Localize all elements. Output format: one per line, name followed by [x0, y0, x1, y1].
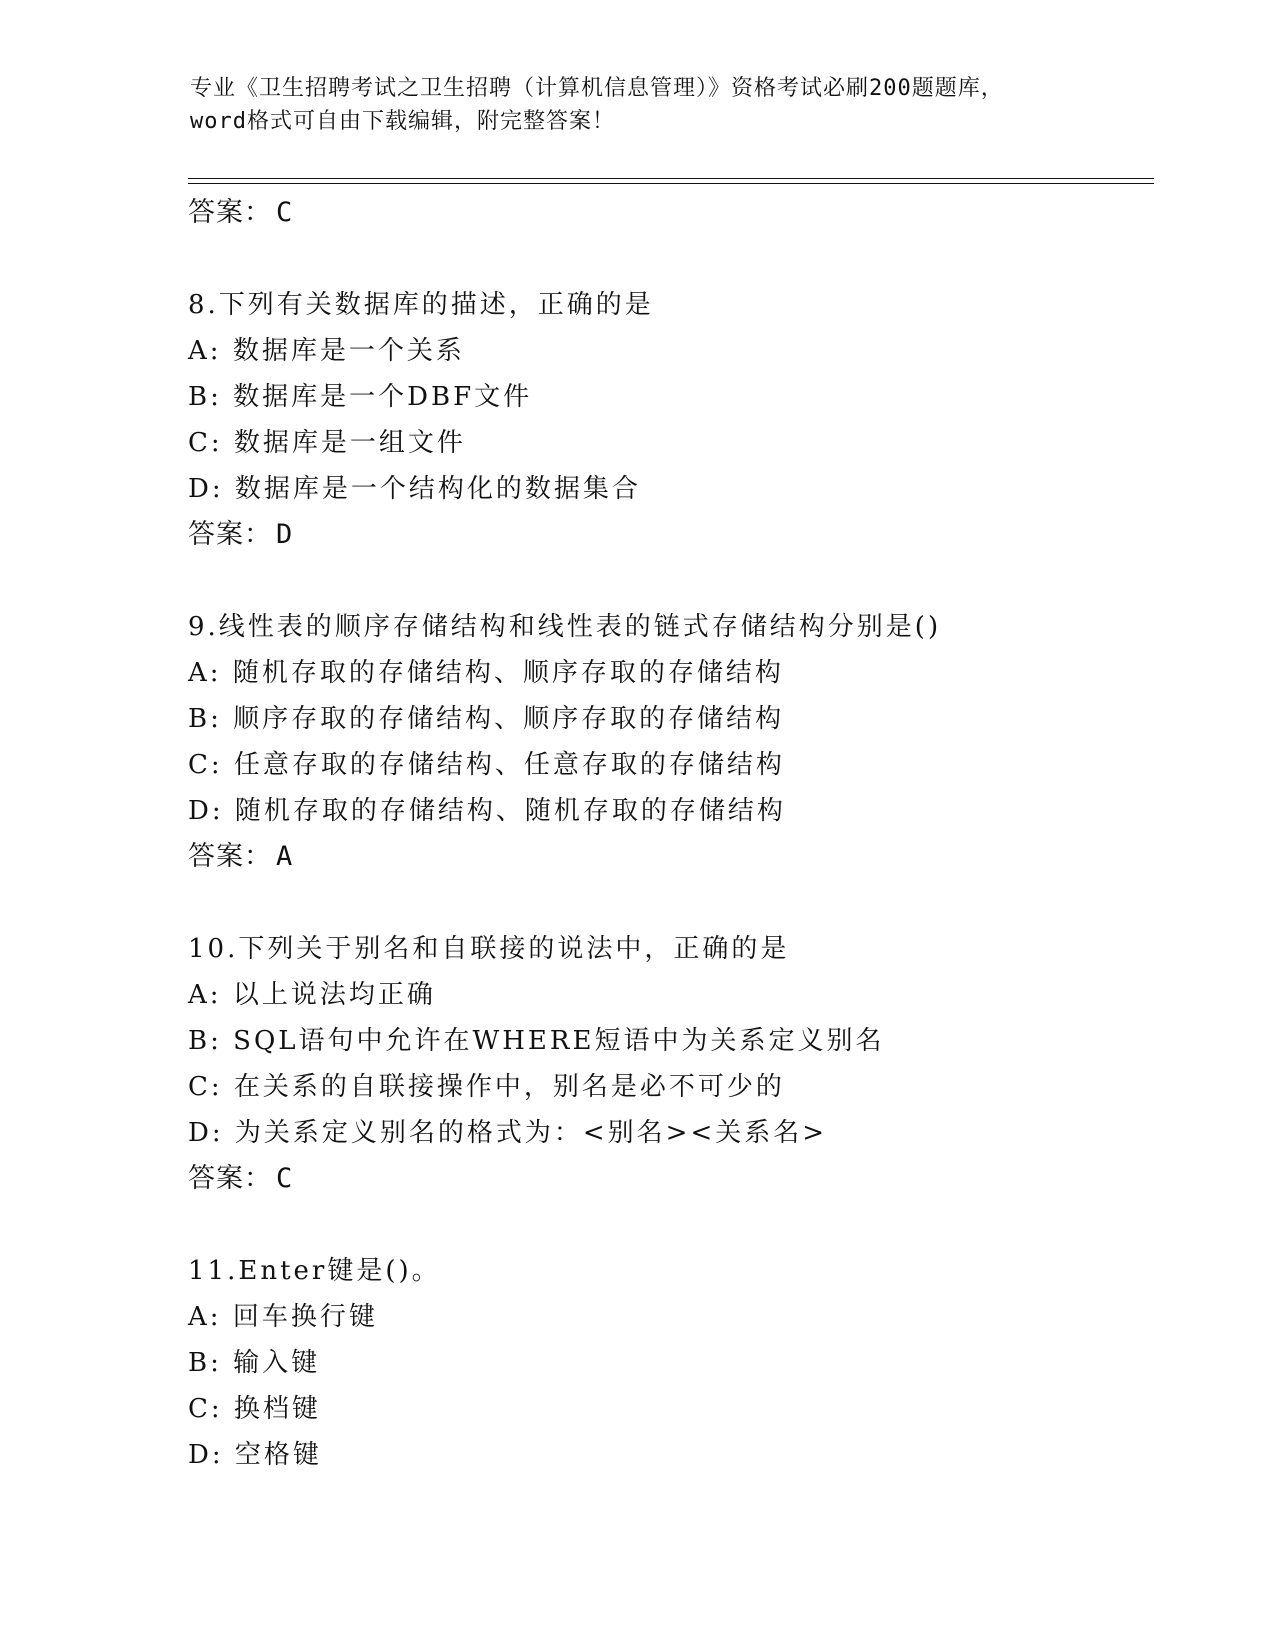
option-key: A: [188, 1302, 222, 1332]
option-row [188, 1340, 1188, 1386]
option-text: 随机存取的存储结构、随机存取的存储结构 [234, 796, 786, 826]
option-row [188, 696, 1188, 742]
option-text: 在关系的自联接操作中，别名是必不可少的 [233, 1072, 785, 1102]
document-header [190, 72, 1090, 138]
question-stem: 10.下列关于别名和自联接的说法中，正确的是 [188, 934, 790, 964]
option-key: D: [188, 1440, 224, 1470]
option-text: 任意存取的存储结构、任意存取的存储结构 [233, 750, 785, 780]
question-block [188, 604, 1188, 880]
question-block [188, 926, 1188, 1202]
option-key: A: [188, 658, 222, 688]
option-key: C: [188, 1072, 223, 1102]
question-list [188, 190, 1188, 1478]
option-row [188, 1386, 1188, 1432]
option-key: A: [188, 980, 222, 1010]
answer-label: 答案： [188, 1163, 272, 1194]
option-row [188, 374, 1188, 420]
option-key: D: [188, 474, 224, 504]
option-key: B: [188, 1348, 222, 1378]
option-key: B: [188, 704, 222, 734]
option-row [188, 1064, 1188, 1110]
option-key: C: [188, 428, 223, 458]
header-line-2: word格式可自由下载编辑，附完整答案！ [190, 109, 615, 134]
question-stem: 11.Enter键是()。 [188, 1256, 441, 1286]
option-text: 回车换行键 [232, 1302, 378, 1332]
option-text: SQL语句中允许在WHERE短语中为关系定义别名 [233, 1026, 885, 1056]
header-divider-top [188, 178, 1154, 179]
question-stem: 8.下列有关数据库的描述，正确的是 [188, 290, 654, 320]
option-row [188, 1110, 1188, 1156]
option-key: A: [188, 336, 222, 366]
question-stem: 9.线性表的顺序存储结构和线性表的链式存储结构分别是() [188, 612, 942, 642]
answer-value: C [276, 1163, 294, 1194]
option-key: D: [188, 1118, 224, 1148]
answer-value: C [276, 197, 294, 228]
option-key: B: [188, 382, 222, 412]
question-block [188, 1248, 1188, 1478]
option-key: B: [188, 1026, 222, 1056]
option-row [188, 972, 1188, 1018]
option-row [188, 742, 1188, 788]
answer-label: 答案： [188, 519, 272, 550]
option-row [188, 1432, 1188, 1478]
option-row [188, 466, 1188, 512]
option-key: D: [188, 796, 224, 826]
option-text: 数据库是一个DBF文件 [233, 382, 533, 412]
option-text: 输入键 [233, 1348, 321, 1378]
answer-value: A [276, 841, 294, 872]
option-text: 数据库是一个结构化的数据集合 [234, 474, 641, 504]
answer-line [188, 1156, 1188, 1202]
question-block [188, 282, 1188, 558]
option-text: 空格键 [234, 1440, 322, 1470]
option-row [188, 1294, 1188, 1340]
questions-container [188, 282, 1188, 1478]
option-row [188, 1018, 1188, 1064]
option-text: 换档键 [233, 1394, 321, 1424]
option-row [188, 420, 1188, 466]
option-key: C: [188, 750, 223, 780]
option-text: 数据库是一个关系 [232, 336, 465, 366]
option-row [188, 328, 1188, 374]
answer-label: 答案： [188, 197, 272, 228]
option-text: 以上说法均正确 [232, 980, 436, 1010]
option-text: 为关系定义别名的格式为：<别名><关系名> [234, 1118, 828, 1148]
option-text: 顺序存取的存储结构、顺序存取的存储结构 [233, 704, 785, 734]
answer-label: 答案： [188, 841, 272, 872]
option-text: 数据库是一组文件 [233, 428, 466, 458]
option-row [188, 650, 1188, 696]
option-key: C: [188, 1394, 223, 1424]
answer-line [188, 512, 1188, 558]
header-divider-bottom [188, 183, 1154, 184]
answer-value: D [276, 519, 294, 550]
option-text: 随机存取的存储结构、顺序存取的存储结构 [232, 658, 784, 688]
answer-line [188, 834, 1188, 880]
option-row [188, 788, 1188, 834]
answer-line [188, 190, 1188, 236]
header-line-1: 专业《卫生招聘考试之卫生招聘（计算机信息管理）》资格考试必刷200题题库， [190, 76, 1004, 101]
